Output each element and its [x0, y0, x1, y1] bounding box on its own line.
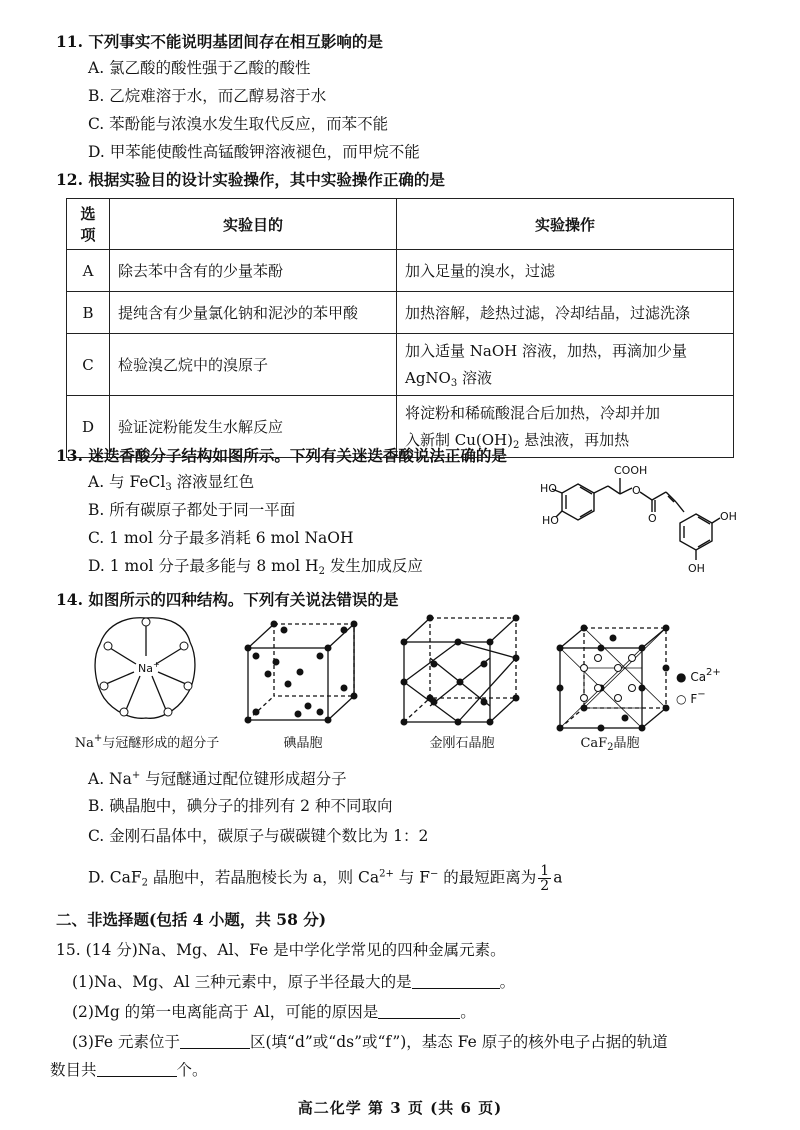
part-text: (1)Na、Mg、Al 三种元素中，原子半径最大的是 — [72, 973, 412, 991]
q11-option-a: A. 氯乙酸的酸性强于乙酸的酸性 — [88, 59, 311, 77]
q13-option-b: B. 所有碳原子都处于同一平面 — [88, 501, 296, 519]
table-header-option: 选项 — [67, 199, 110, 250]
caf2-unit-cell — [554, 624, 672, 732]
option-text: D. 1 mol 分子最多能与 8 mol H — [88, 557, 319, 575]
ho-label-upper: HO — [540, 482, 557, 495]
benzene-ring-right — [680, 514, 712, 550]
oh-label-upper: OH — [720, 510, 737, 523]
row-goal: 验证淀粉能发生水解反应 — [110, 396, 397, 458]
part-text: (2)Mg 的第一电离能高于 Al，可能的原因是 — [72, 1003, 379, 1021]
cuoh2-text: 入新制 Cu(OH) — [405, 431, 513, 449]
q11-option-d: D. 甲苯能使酸性高锰酸钾溶液褪色，而甲烷不能 — [88, 143, 420, 161]
q15-part3 — [72, 1032, 668, 1052]
q14-option-b: B. 碘晶胞中，碘分子的排列有 2 种不同取向 — [88, 797, 393, 815]
legend-ca-dot-icon: ● — [676, 670, 687, 684]
option-text: 的最短距离为 — [438, 868, 537, 887]
row-option: C — [67, 334, 110, 396]
superscript: − — [697, 689, 706, 700]
subscript: 2 — [318, 566, 325, 577]
q15-stem: 15. (14 分)Na、Mg、Al、Fe 是中学化学常见的四种金属元素。 — [56, 941, 506, 959]
na-charge: + — [152, 660, 160, 669]
option-text: 晶胞中，若晶胞棱长为 a，则 Ca — [147, 868, 380, 887]
q11-stem: 11. 下列事实不能说明基团间存在相互影响的是 — [56, 32, 383, 51]
part-text: (3)Fe 元素位于 — [72, 1033, 180, 1051]
subscript: 2 — [607, 742, 614, 753]
caption-text: Na — [74, 736, 94, 751]
row-operation-tail: 溶液 — [457, 369, 493, 387]
caption-text: CaF — [580, 736, 608, 751]
table-row — [67, 250, 734, 292]
superscript: 2+ — [706, 667, 721, 678]
table-header-operation: 实验操作 — [397, 199, 734, 250]
row-operation-line1: 加入适量 NaOH 溶液，加热，再滴加少量 — [405, 342, 687, 360]
row-operation-line1: 将淀粉和稀硫酸混合后加热，冷却并加 — [405, 404, 661, 422]
carbonyl-o-label: O — [648, 512, 657, 525]
option-text: 与冠醚通过配位键形成超分子 — [140, 770, 347, 788]
part-text: 。 — [460, 1003, 476, 1021]
row-option: A — [67, 250, 110, 292]
q14-option-d — [88, 864, 562, 894]
fraction-one-half — [538, 864, 551, 893]
legend-f-circle-icon: ○ — [676, 692, 687, 706]
superscript: + — [131, 770, 141, 781]
q14-option-a — [88, 766, 347, 789]
q14-option-c: C. 金刚石晶体中，碳原子与碳碳键个数比为 1：2 — [88, 827, 429, 845]
ho-label-lower: HO — [542, 514, 559, 527]
section-two-title: 二、非选择题(包括 4 小题，共 58 分) — [56, 910, 327, 929]
part-text: 个。 — [176, 1061, 208, 1079]
row-operation-tail: 悬浊液，再加热 — [519, 431, 630, 449]
q12-stem: 12. 根据实验目的设计实验操作，其中实验操作正确的是 — [56, 170, 445, 189]
iodine-unit-cell — [238, 618, 368, 726]
legend-ca — [676, 664, 721, 686]
answer-blank-4[interactable] — [97, 1060, 177, 1077]
option-text: A. Na — [88, 770, 132, 788]
caption-text: 晶胞 — [613, 736, 640, 751]
q11-option-b: B. 乙烷难溶于水，而乙醇易溶于水 — [88, 87, 327, 105]
table-header-row — [67, 199, 734, 250]
row-goal: 提纯含有少量氯化钠和泥沙的苯甲酸 — [110, 292, 397, 334]
row-option: D — [67, 396, 110, 458]
table-row — [67, 334, 734, 396]
fraction-numerator: 1 — [540, 863, 550, 879]
option-text: A. 与 FeCl — [88, 473, 166, 491]
answer-blank-2[interactable] — [378, 1002, 460, 1019]
benzene-ring-left — [562, 484, 594, 520]
crown-caption — [72, 732, 222, 751]
page-footer: 高二化学 第 3 页 (共 6 页) — [297, 1099, 503, 1117]
cooh-label: COOH — [614, 464, 648, 477]
row-goal: 检验溴乙烷中的溴原子 — [110, 334, 397, 396]
row-operation — [397, 334, 734, 396]
table-row — [67, 292, 734, 334]
answer-blank-1[interactable] — [412, 972, 500, 989]
legend-text: Ca — [690, 670, 707, 684]
q13-option-c: C. 1 mol 分子最多消耗 6 mol NaOH — [88, 529, 354, 547]
superscript: − — [429, 868, 439, 880]
oh-label-lower: OH — [688, 562, 705, 574]
legend-text: F — [690, 692, 698, 706]
answer-blank-3[interactable] — [180, 1032, 250, 1049]
iodine-caption: 碘晶胞 — [283, 736, 323, 751]
agno3-text: AgNO — [405, 369, 451, 387]
legend-f — [676, 686, 721, 708]
subscript: 2 — [513, 440, 520, 451]
row-operation: 加热溶解，趁热过滤，冷却结晶，过滤洗涤 — [397, 292, 734, 334]
q12-experiment-table — [66, 198, 734, 458]
subscript: 3 — [165, 482, 172, 493]
option-text: D. CaF — [88, 868, 142, 887]
subscript: 3 — [450, 378, 458, 389]
na-center-label — [138, 660, 160, 675]
subscript: 2 — [141, 877, 148, 889]
caf2-legend — [676, 664, 721, 708]
diamond-caption: 金刚石晶胞 — [429, 736, 495, 751]
caption-text: 与冠醚形成的超分子 — [102, 736, 220, 751]
row-option: B — [67, 292, 110, 334]
q13-stem: 13. 迷迭香酸分子结构如图所示。下列有关迷迭香酸说法正确的是 — [56, 446, 507, 465]
table-header-goal: 实验目的 — [110, 199, 397, 250]
option-text: 溶液显红色 — [171, 473, 255, 491]
option-text: 发生加成反应 — [324, 557, 423, 575]
superscript: 2+ — [379, 868, 394, 880]
q15-part3-line2 — [50, 1060, 208, 1080]
rosmarinic-acid-structure — [540, 462, 740, 574]
superscript: + — [93, 733, 103, 744]
ester-o-label: O — [632, 484, 641, 497]
q13-option-a — [88, 472, 254, 498]
fraction-denominator: 2 — [540, 878, 550, 894]
na-symbol: Na — [138, 662, 153, 675]
part-text: 。 — [499, 973, 516, 991]
q15-part2 — [72, 1002, 476, 1022]
part-text: 数目共 — [50, 1061, 97, 1079]
q15-part1 — [72, 972, 515, 992]
row-goal: 除去苯中含有的少量苯酚 — [110, 250, 397, 292]
option-text: 与 F — [393, 868, 430, 887]
diamond-unit-cell — [398, 612, 524, 726]
q14-stem: 14. 如图所示的四种结构。下列有关说法错误的是 — [56, 590, 399, 609]
q13-option-d — [88, 556, 423, 582]
row-operation-line2 — [405, 367, 725, 389]
caf2-caption — [560, 732, 660, 753]
option-text: a — [553, 868, 563, 887]
row-operation: 加入足量的溴水，过滤 — [397, 250, 734, 292]
crown-ether-diagram — [86, 612, 206, 724]
part-text: 区(填“d”或“ds”或“f”)，基态 Fe 原子的核外电子占据的轨道 — [249, 1033, 668, 1051]
q11-option-c: C. 苯酚能与浓溴水发生取代反应，而苯不能 — [88, 115, 389, 133]
